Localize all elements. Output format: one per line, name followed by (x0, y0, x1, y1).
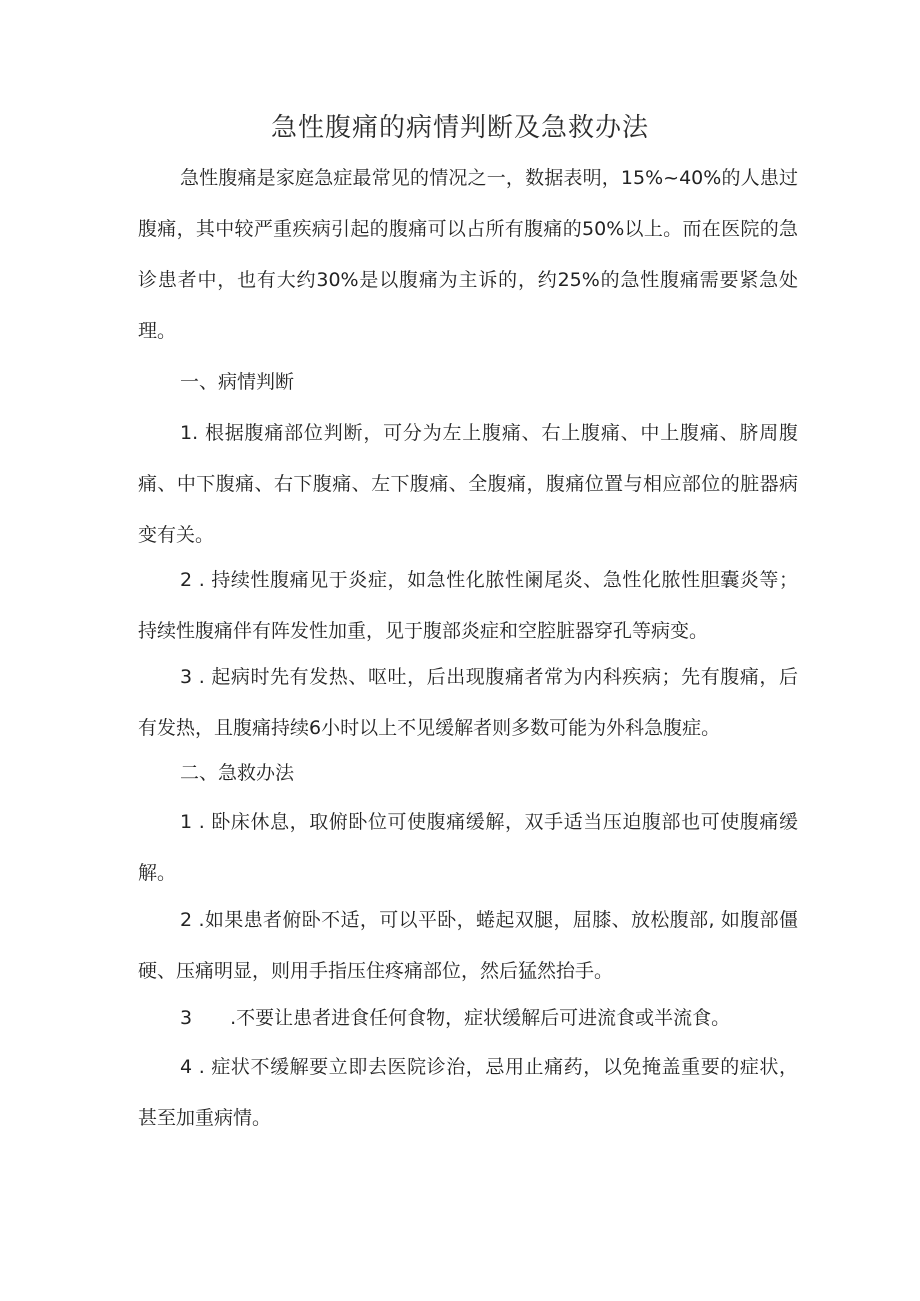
first-aid-item-2: 2 .如果患者俯卧不适，可以平卧，蜷起双腿，屈膝、放松腹部, 如腹部僵硬、压痛明显，则用手指压住疼痛部位，然后猛然抬手。 (138, 909, 798, 982)
diagnosis-item-2: 2 . 持续性腹痛见于炎症，如急性化脓性阑尾炎、急性化脓性胆囊炎等；持续性腹痛伴有阵发性加重，见于腹部炎症和空腔脏器穿孔等病变。 (138, 569, 798, 642)
document-title: 急性腹痛的病情判断及急救办法 (270, 113, 649, 143)
first-aid-item-1: 1 . 卧床休息，取俯卧位可使腹痛缓解，双手适当压迫腹部也可使腹痛缓解。 (138, 811, 798, 884)
first-aid-item-4: 4 . 症状不缓解要立即去医院诊治，忌用止痛药，以免掩盖重要的症状，甚至加重病情。 (138, 1056, 798, 1129)
section-heading-first-aid: 二、急救办法 (180, 762, 295, 784)
intro-paragraph: 急性腹痛是家庭急症最常见的情况之一，数据表明，15%~40%的人患过腹痛，其中较严重疾病引起的腹痛可以占所有腹痛的50%以上。而在医院的急诊患者中，也有大约30%是以腹痛为主诉的，约25%的急性腹痛需要紧急处理。 (138, 167, 798, 342)
section-heading-diagnosis: 一、病情判断 (180, 371, 295, 393)
diagnosis-item-1: 1. 根据腹痛部位判断，可分为左上腹痛、右上腹痛、中上腹痛、脐周腹痛、中下腹痛、右下腹痛、左下腹痛、全腹痛，腹痛位置与相应部位的脏器病变有关。 (138, 422, 798, 546)
diagnosis-item-3: 3 . 起病时先有发热、呕吐，后出现腹痛者常为内科疾病；先有腹痛，后有发热，且腹痛持续6小时以上不见缓解者则多数可能为外科急腹症。 (138, 666, 798, 739)
first-aid-item-3: 3 .不要让患者进食任何食物，症状缓解后可进流食或半流食。 (180, 1007, 731, 1029)
